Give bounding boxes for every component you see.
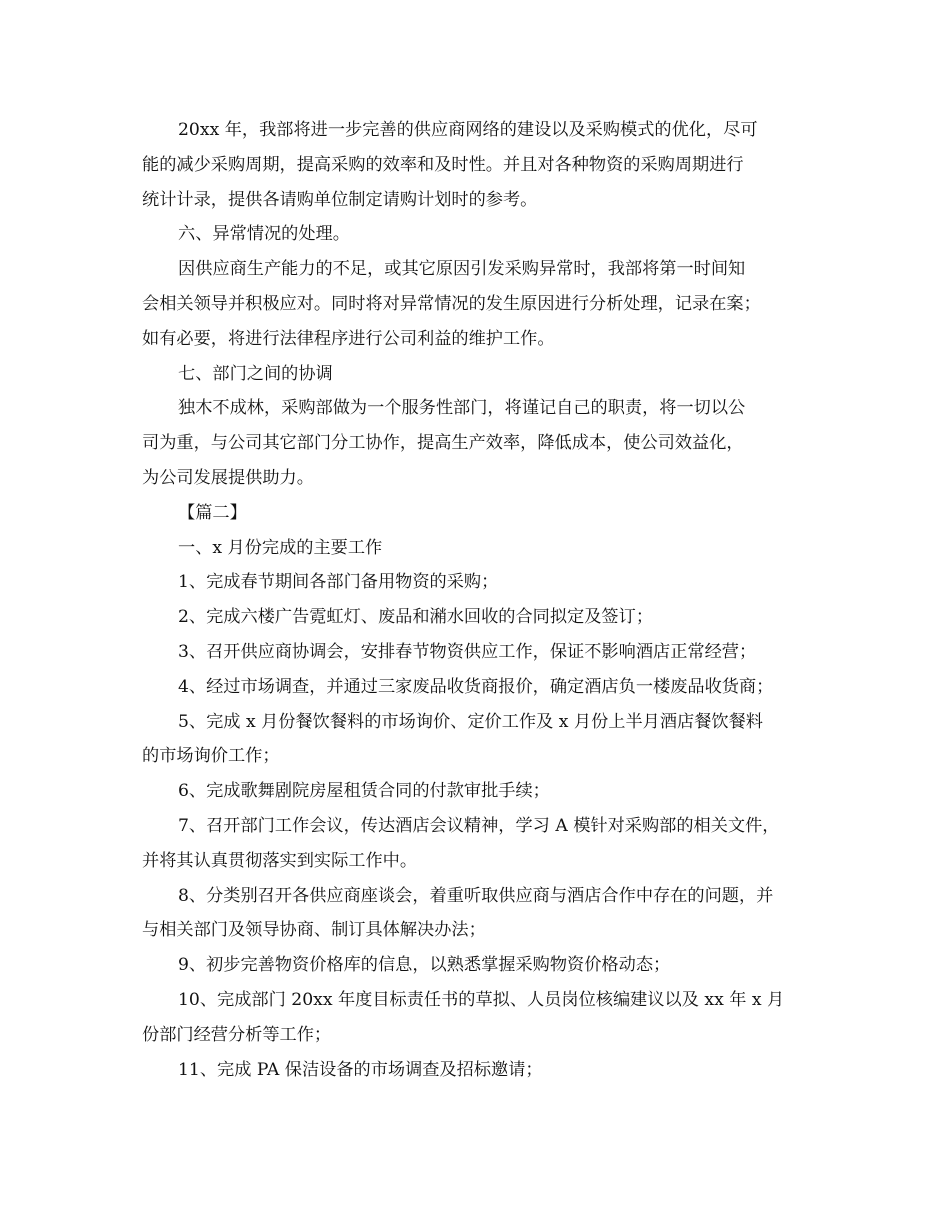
text-line: 9、初步完善物资价格库的信息，以熟悉掌握采购物资价格动态；: [178, 955, 671, 976]
text-line: 司为重，与公司其它部门分工协作，提高生产效率，降低成本，使公司效益化，: [142, 433, 744, 454]
text-line: 4、经过市场调查，并通过三家废品收货商报价，确定酒店负一楼废品收货商；: [178, 676, 774, 697]
text-line: 如有必要，将进行法律程序进行公司利益的维护工作。: [142, 328, 555, 349]
text-line: 独木不成林，采购部做为一个服务性部门，将谨记自己的职责，将一切以公: [178, 398, 746, 419]
text-line: 一、x 月份完成的主要工作: [178, 537, 383, 558]
text-line: 11、完成 PA 保洁设备的市场调查及招标邀请；: [178, 1059, 543, 1080]
text-line: 5、完成 x 月份餐饮餐料的市场询价、定价工作及 x 月份上半月酒店餐饮餐料: [178, 711, 763, 732]
text-line: 为公司发展提供助力。: [142, 467, 314, 488]
text-line: 份部门经营分析等工作；: [142, 1024, 332, 1045]
text-line: 8、分类别召开各供应商座谈会，着重听取供应商与酒店合作中存在的问题，并: [178, 885, 774, 906]
text-line: 会相关领导并积极应对。同时将对异常情况的发生原因进行分析处理，记录在案；: [142, 293, 761, 314]
text-line: 统计计录，提供各请购单位制定请购计划时的参考。: [142, 189, 538, 210]
text-line: 六、异常情况的处理。: [178, 224, 350, 245]
text-line: 的市场询价工作；: [142, 746, 280, 767]
text-line: 6、完成歌舞剧院房屋租赁合同的付款审批手续；: [178, 781, 550, 802]
document-body: [142, 113, 812, 1087]
text-line: 2、完成六楼广告霓虹灯、废品和潲水回收的合同拟定及签订；: [178, 607, 654, 628]
text-line: 3、召开供应商协调会，安排春节物资供应工作，保证不影响酒店正常经营；: [178, 641, 757, 662]
text-line: 并将其认真贯彻落实到实际工作中。: [142, 850, 418, 871]
text-line: 与相关部门及领导协商、制订具体解决办法；: [142, 920, 486, 941]
text-line: 20xx 年，我部将进一步完善的供应商网络的建设以及采购模式的优化，尽可: [178, 120, 758, 140]
text-line: 能的减少采购周期，提高采购的效率和及时性。并且对各种物资的采购周期进行: [142, 154, 744, 175]
text-line: 七、部门之间的协调: [178, 363, 333, 384]
text-line: 10、完成部门 20xx 年度目标责任书的草拟、人员岗位核编建议以及 xx 年 x 月: [178, 989, 785, 1010]
text-line: 因供应商生产能力的不足，或其它原因引发采购异常时，我部将第一时间知: [178, 259, 746, 280]
text-line: 【篇二】: [178, 502, 247, 523]
text-line: 1、完成春节期间各部门备用物资的采购；: [178, 572, 499, 593]
text-line: 7、召开部门工作会议，传达酒店会议精神，学习 A 模针对采购部的相关文件，: [178, 815, 780, 836]
